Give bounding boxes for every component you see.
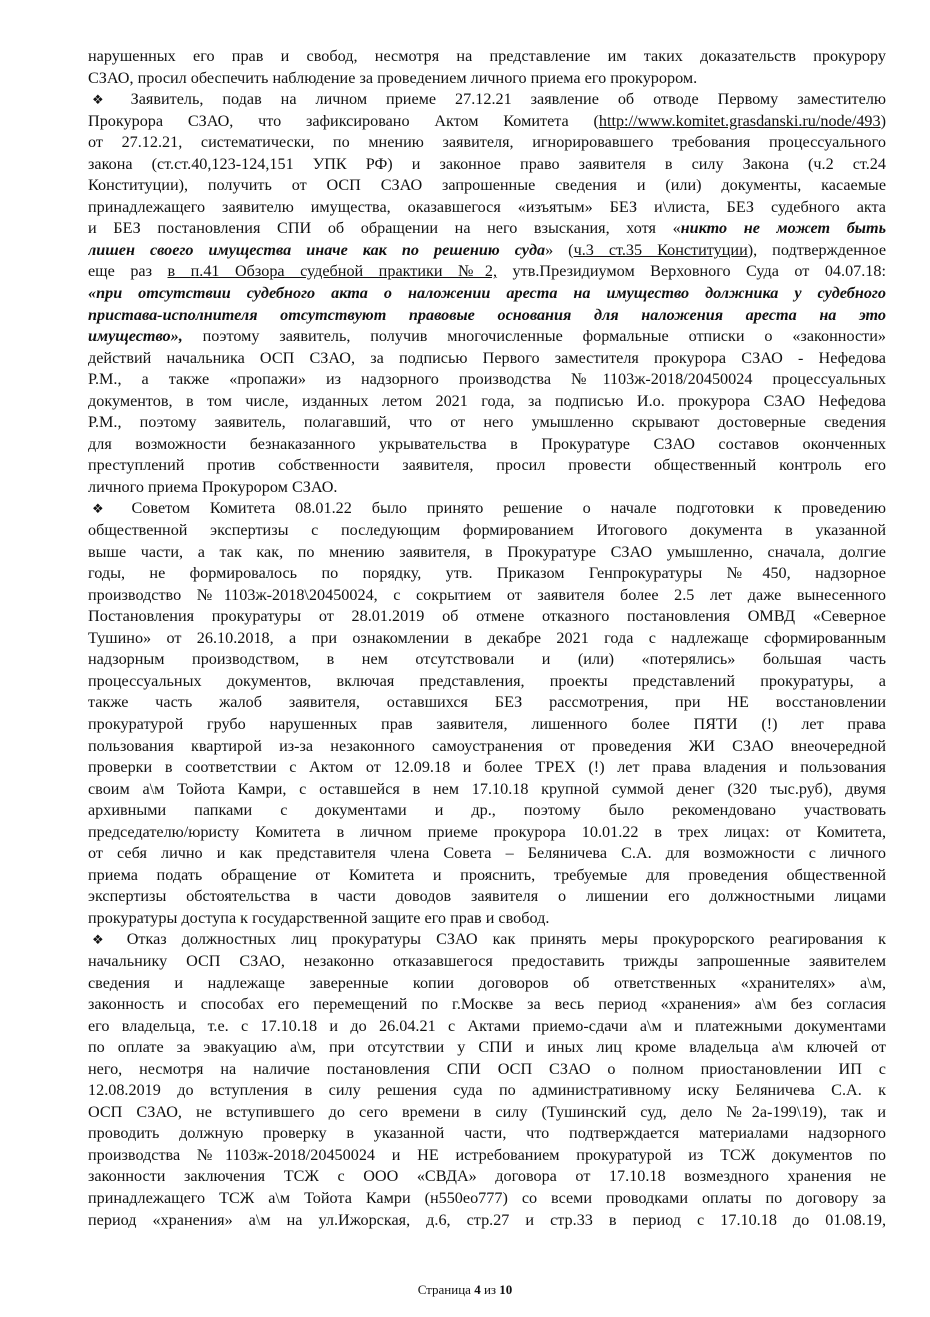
text-run: утв.Президиумом Верховного Суда от 04.07.18: bbox=[497, 262, 886, 281]
text-run: законности заключения ТСЖ с ООО «СВДА» договора от 17.10.18 возмездного хранения не bbox=[88, 1167, 886, 1186]
text-line bbox=[88, 628, 886, 650]
underlined-reference: в п.41 Обзора судебной практики №2, bbox=[167, 262, 498, 281]
text-run: архивными папками с документами и др., поэтому было рекомендовано участвовать bbox=[88, 801, 886, 820]
text-run: еще раз bbox=[88, 262, 168, 281]
text-line bbox=[88, 1123, 886, 1145]
text-run: проверки в соответствии с Актом от 12.09.18 и более ТРЕХ (!) лет права владения и пользования bbox=[88, 758, 886, 777]
bullet-diamond-icon: ❖ bbox=[92, 93, 119, 109]
text-run: от 27.12.21, систематически, по мнению заявителя, игнорировавшего требования процессуального bbox=[88, 133, 886, 152]
text-run: прокуратуры доступа к государственной защите его прав и свобод. bbox=[88, 908, 550, 927]
footer-prefix: Страница bbox=[417, 1282, 475, 1297]
text-run: и БЕЗ постановления СПИ об обращении на него взыскания, хотя « bbox=[88, 219, 681, 238]
text-run: Тушино» от 26.10.2018, а при ознакомлении в декабре 2021 года с надлежаще сформированным bbox=[88, 628, 886, 647]
underlined-reference: ч.3 ст.35 Конституции bbox=[573, 240, 748, 259]
text-line bbox=[88, 800, 886, 822]
text-line bbox=[88, 1059, 886, 1081]
document-body bbox=[88, 46, 886, 1231]
page-footer bbox=[0, 1282, 930, 1298]
text-line bbox=[88, 585, 886, 607]
text-line bbox=[88, 46, 886, 68]
text-run: его владельца, т.е. с 17.10.18 и до 26.04.21 с Актами приемо-сдачи а\м и платежными документами bbox=[88, 1016, 886, 1035]
text-run: начальнику ОСП СЗАО, незаконно отказавшегося предоставить трижды запрошенные заявителем bbox=[88, 951, 886, 970]
text-run: Советом Комитета 08.01.22 было принято решение о начале подготовки к проведению bbox=[131, 499, 886, 518]
underlined-reference[interactable]: http://www.komitet.grasdanski.ru/node/493 bbox=[598, 111, 881, 130]
text-line bbox=[88, 671, 886, 693]
text-run: Р.М., поэтому заявитель, полагавший, что от него умышленно скрывают достоверные сведения bbox=[88, 413, 886, 432]
text-line bbox=[88, 261, 886, 283]
text-line bbox=[88, 692, 886, 714]
text-run: проводить должную проверку в указанной части, что подтверждается материалами надзорного bbox=[88, 1124, 886, 1143]
text-run: своим а\м Тойота Камри, с оставшейся в нем 17.10.18 крупной суммой денег (320 тыс.руб), двумя bbox=[88, 779, 886, 798]
text-run: производства №1103ж-2018/20450024 и НЕ истребованием прокуратурой из ТСЖ документов по bbox=[88, 1145, 886, 1164]
text-run: надзорным производством, в нем отсутствовали и (или) «потерялись» большая часть bbox=[88, 650, 886, 669]
text-line bbox=[88, 391, 886, 413]
text-run: него, несмотря на наличие постановления СПИ ОСП СЗАО о полном приостановлении ИП с bbox=[88, 1059, 886, 1078]
text-run: закона (ст.ст.40,123-124,151 УПК РФ) и законное право заявителя в силу Закона (ч.2 ст.24 bbox=[88, 154, 886, 173]
text-line bbox=[88, 1102, 886, 1124]
text-line bbox=[88, 1188, 886, 1210]
text-line bbox=[88, 218, 886, 240]
text-line bbox=[88, 886, 886, 908]
text-line bbox=[88, 240, 886, 262]
bullet-diamond-icon: ❖ bbox=[92, 933, 115, 949]
text-run: принадлежащего заявителю имущества, оказавшегося «изъятым» БЕЗ и\листа, БЕЗ судебного акта bbox=[88, 197, 886, 216]
text-run: председателю/юристу Комитета в личном приеме прокурора 10.01.22 в трех лицах: от Комитета, bbox=[88, 822, 886, 841]
text-run: пользования квартирой из-за незаконного самоустранения от проведения ЖИ СЗАО внеочередной bbox=[88, 736, 886, 755]
text-line bbox=[88, 132, 886, 154]
text-run: приема подать обращение от Комитета и прояснить, требуемые для проведения общественной bbox=[88, 865, 886, 884]
text-run: личного приема Прокурором СЗАО. bbox=[88, 477, 338, 496]
text-run: Конституции), получить от ОСП СЗАО запрошенные сведения и (или) документы, касаемые bbox=[88, 176, 886, 195]
text-line bbox=[88, 305, 886, 327]
text-run: также часть жалоб заявителя, оставшихся БЕЗ рассмотрения, при НЕ восстановлении bbox=[88, 693, 886, 712]
bullet-paragraph-line bbox=[88, 929, 886, 951]
text-run: ), подтвержденное bbox=[747, 240, 886, 259]
text-line bbox=[88, 1210, 886, 1232]
text-line bbox=[88, 822, 886, 844]
text-run: Заявитель, подав на личном приеме 27.12.21 заявление об отводе Первому заместителю bbox=[130, 90, 886, 109]
text-line bbox=[88, 714, 886, 736]
text-line bbox=[88, 1037, 886, 1059]
text-line bbox=[88, 283, 886, 305]
text-line bbox=[88, 649, 886, 671]
text-line bbox=[88, 434, 886, 456]
text-run: законность и способах его перемещений по г.Москве за весь период «хранения» а\м без согласия bbox=[88, 995, 886, 1014]
text-line bbox=[88, 606, 886, 628]
text-run: от себя лично и как представителя члена Совета – Беляничева С.А. для возможности с личного bbox=[88, 844, 886, 863]
text-line bbox=[88, 908, 886, 930]
text-line bbox=[88, 542, 886, 564]
text-line bbox=[88, 994, 886, 1016]
text-run: ОСП СЗАО, не вступившего до сего времени в силу (Тушинский суд, дело №2а-199\19), так и bbox=[88, 1102, 886, 1121]
text-run: СЗАО, просил обеспечить наблюдение за проведением личного приема его прокурором. bbox=[88, 68, 698, 87]
text-line bbox=[88, 412, 886, 434]
text-run: Прокурора СЗАО, что зафиксировано Актом Комитета ( bbox=[88, 111, 599, 130]
text-line bbox=[88, 455, 886, 477]
emphasis-text: «при отсутствии судебного акта о наложении ареста на имущество должника у судебного bbox=[88, 284, 886, 303]
emphasis-text: никто не может быть bbox=[680, 219, 886, 238]
total-pages-number: 10 bbox=[499, 1282, 513, 1297]
bullet-paragraph-line bbox=[88, 498, 886, 520]
text-run: годы, не формировалось по порядку, утв. Приказом Генпрокуратуры №450, надзорное bbox=[88, 564, 886, 583]
text-run: принадлежащего ТСЖ а\м Тойота Камри (н550ео777) со всеми проводками оплаты по договору за bbox=[88, 1188, 886, 1207]
emphasis-text: лишен своего имущества иначе как по решению суда bbox=[88, 240, 546, 259]
text-run: действий начальника ОСП СЗАО, за подписью Первого заместителя прокурора СЗАО - Нефедова bbox=[88, 348, 886, 367]
text-run: для возможности безнаказанного укрывательства в Прокуратуре СЗАО составов оконченных bbox=[88, 434, 886, 453]
text-line bbox=[88, 111, 886, 133]
text-line bbox=[88, 1145, 886, 1167]
text-line bbox=[88, 951, 886, 973]
text-run: преступлений против собственности заявителя, просил провести общественный контроль его bbox=[88, 456, 886, 475]
text-line bbox=[88, 779, 886, 801]
text-line bbox=[88, 175, 886, 197]
text-line bbox=[88, 563, 886, 585]
text-line bbox=[88, 154, 886, 176]
footer-middle: из bbox=[480, 1282, 500, 1297]
text-run: 12.08.2019 до вступления в силу решения суда по административному иску Беляничева С.А. к bbox=[88, 1081, 886, 1100]
text-run: общественной экспертизы с последующим формированием Итогового документа в указанной bbox=[88, 521, 886, 540]
text-run: поэтому заявитель, получив многочисленные формальные отписки о «законности» bbox=[182, 327, 886, 346]
text-line bbox=[88, 326, 886, 348]
text-line bbox=[88, 757, 886, 779]
text-line bbox=[88, 520, 886, 542]
text-line bbox=[88, 348, 886, 370]
text-line bbox=[88, 843, 886, 865]
text-line bbox=[88, 1166, 886, 1188]
text-run: » ( bbox=[545, 240, 574, 259]
text-run: документов, в том числе, изданных летом 2021 года, за подписью И.о. прокурора СЗАО Нефедова bbox=[88, 391, 886, 410]
bullet-diamond-icon: ❖ bbox=[92, 502, 120, 518]
text-line bbox=[88, 197, 886, 219]
text-run: экспертизы обстоятельства в части доводов заявителя о лишении его должностными лицами bbox=[88, 887, 886, 906]
emphasis-text: имущество», bbox=[88, 327, 183, 346]
text-run: процессуальных документов, включая представления, проекты представлений прокуратуры, а bbox=[88, 671, 886, 690]
text-line bbox=[88, 369, 886, 391]
text-run: по оплате за эвакуацию а\м, при отсутствии у СПИ и иных лиц кроме владельца а\м ключей от bbox=[88, 1038, 886, 1057]
text-line bbox=[88, 68, 886, 90]
text-run: прокуратурой грубо нарушенных прав заявителя, лишенного более ПЯТИ (!) лет права bbox=[88, 714, 886, 733]
text-run: сведения и надлежаще заверенные копии договоров об ответственных «хранителях» а\м, bbox=[88, 973, 886, 992]
text-run: производство №1103ж-2018\20450024, с сокрытием от заявителя более 2.5 лет даже вынесенного bbox=[88, 585, 886, 604]
bullet-paragraph-line bbox=[88, 89, 886, 111]
emphasis-text: пристава-исполнителя отсутствуют правовые основания для наложения ареста на это bbox=[88, 305, 886, 324]
text-line bbox=[88, 865, 886, 887]
text-run: Постановления прокуратуры от 28.01.2019 об отмене отказного постановления ОМВД «Северное bbox=[88, 607, 886, 626]
current-page-number: 4 bbox=[474, 1282, 481, 1297]
text-run: выше части, а так как, по мнению заявителя, в Прокуратуре СЗАО умышленно, сначала, долгие bbox=[88, 542, 886, 561]
text-line bbox=[88, 736, 886, 758]
text-run: ) bbox=[880, 111, 886, 130]
text-run: период «хранения» а\м на ул.Ижорская, д.6, стр.27 и стр.33 в период с 17.10.18 до 01.08.19, bbox=[88, 1210, 886, 1229]
text-run: Отказ должностных лиц прокуратуры СЗАО как принять меры прокурорского реагирования к bbox=[126, 930, 886, 949]
text-line bbox=[88, 477, 886, 499]
text-line bbox=[88, 1016, 886, 1038]
text-line bbox=[88, 973, 886, 995]
text-line bbox=[88, 1080, 886, 1102]
text-run: нарушенных его прав и свобод, несмотря на представление им таких доказательств прокурору bbox=[88, 47, 886, 65]
text-run: Р.М., а также «пропажи» из надзорного производства №1103ж-2018/20450024 процессуальных bbox=[88, 370, 886, 389]
